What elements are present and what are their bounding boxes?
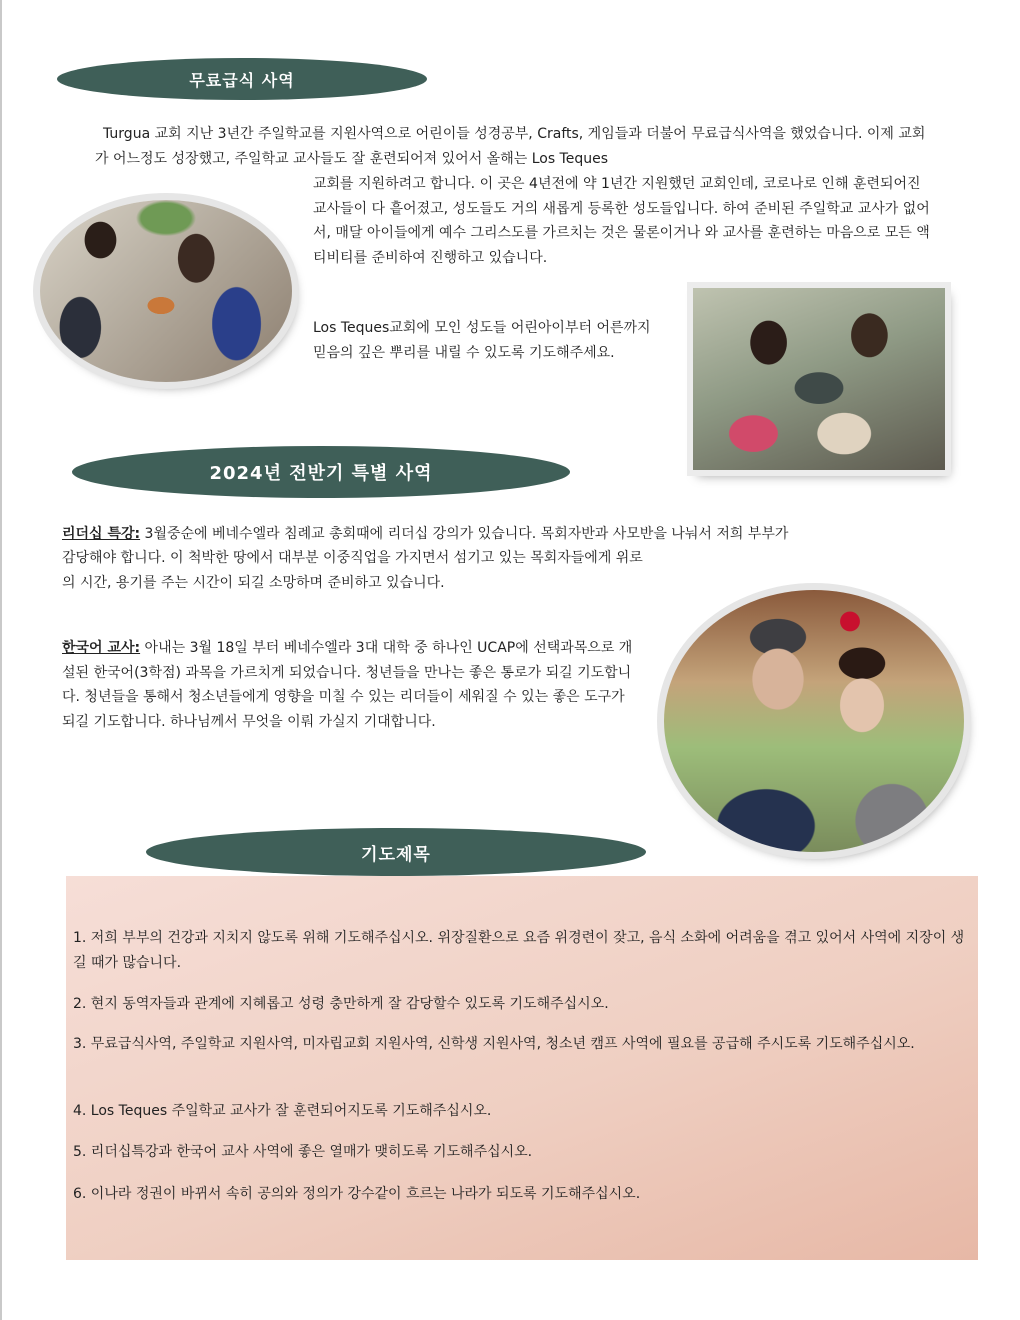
leadership-rest-text: 감당해야 합니다. 이 척박한 땅에서 대부분 이중직업을 가지면서 섬기고 있는 목회자들에게 위로의 시간, 용기를 주는 시간이 되길 소망하며 준비하고 있습니다. xyxy=(62,550,643,591)
prayer-item: 2. 현지 동역자들과 관계에 지혜롭고 성령 충만하게 잘 감당할수 있도록 기도해주십시오. xyxy=(73,996,609,1012)
prayer-item: 6. 이나라 정권이 바뀌서 속히 공의와 정의가 강수같이 흐르는 나라가 되도록 기도해주십시오. xyxy=(73,1186,641,1202)
lunch-section-title-text: 무료급식 사역 xyxy=(189,70,295,90)
lunch-paragraph-rest-text: 교회를 지원하려고 합니다. 이 곳은 4년전에 약 1년간 지원했던 교회인데, 코로나로 인해 훈련되어진 교사들이 다 흩어졌고, 성도들도 거의 새롭게 등록한 성도들입니다. 하여 준비된 주일학교 교사가 없어서, 매달 아이들에게 예수 그리스도를 가르치는 것은 물론이거나 와 교사를 훈련하는 마음으로 모든 액티비티를 준비하여 진행하고 있습니다. xyxy=(313,176,930,266)
leadership-label: 리더십 특강: xyxy=(62,526,141,542)
special-section-title xyxy=(72,446,570,498)
special-section-title-text: 2024년 전반기 특별 사역 xyxy=(209,463,433,484)
prayer-item: 1. 저희 부부의 건강과 지치지 않도록 위해 기도해주십시오. 위장질환으로 요즘 위경련이 잦고, 음식 소화에 어려움을 겪고 있어서 사역에 지장이 생길 때가 많습니다. xyxy=(73,930,965,971)
prayer-section-title-text: 기도제목 xyxy=(361,844,431,865)
prayer-item: 4. Los Teques 주일학교 교사가 잘 훈련되어지도록 기도해주십시오. xyxy=(73,1103,492,1119)
lunch-paragraph-rest xyxy=(313,172,933,270)
lunch-prayer-request-text: Los Teques교회에 모인 성도들 어린아이부터 어른까지 믿음의 깊은 뿌리를 내릴 수 있도록 기도해주세요. xyxy=(313,320,651,361)
korean-teacher-label: 한국어 교사: xyxy=(62,640,141,656)
photo-children-meal xyxy=(40,200,292,382)
page-left-border xyxy=(0,0,2,1320)
leadership-line1 xyxy=(62,522,974,547)
prayer-section-title xyxy=(146,828,646,876)
prayer-item: 5. 리더십특강과 한국어 교사 사역에 좋은 열매가 맺히도록 기도해주십시오. xyxy=(73,1144,533,1160)
leadership-paragraph-rest xyxy=(62,546,652,595)
lunch-section-title xyxy=(57,58,427,100)
leadership-paragraph xyxy=(62,522,974,547)
photo-couple xyxy=(664,590,964,852)
lunch-prayer-request xyxy=(313,316,663,365)
leadership-line1-text: 3월중순에 베네수엘라 침례교 총회때에 리더십 강의가 있습니다. 목회자반과 사모반을 나눠서 저희 부부가 xyxy=(140,526,789,542)
photo-children-crafts xyxy=(693,288,945,470)
korean-teacher-text: 아내는 3월 18일 부터 베네수엘라 3대 대학 중 하나인 UCAP에 선택과목으로 개설된 한국어(3학점) 과목을 가르치게 되었습니다. 청년들을 만나는 좋은 통로가 되길 기도합니다. 청년들을 통해서 청소년들에게 영향을 미칠 수 있는 리더들이 세워질 수 있는 좋은 도구가 되길 기도합니다. 하나님께서 무엇을 이뤄 가실지 기대합니다. xyxy=(62,640,633,730)
prayer-item: 3. 무료급식사역, 주일학교 지원사역, 미자립교회 지원사역, 신학생 지원사역, 청소년 캠프 사역에 필요를 공급해 주시도록 기도해주십시오. xyxy=(73,1036,915,1052)
lunch-paragraph-lead xyxy=(95,122,935,171)
lunch-paragraph-lead-text: Turgua 교회 지난 3년간 주일학교를 지원사역으로 어린이들 성경공부, Crafts, 게임들과 더불어 무료급식사역을 했었습니다. 이제 교회가 어느정도 성장했고, 주일학교 교사들도 잘 훈련되어져 있어서 올해는 Los Teques xyxy=(95,126,926,167)
korean-teacher-paragraph xyxy=(62,636,642,734)
